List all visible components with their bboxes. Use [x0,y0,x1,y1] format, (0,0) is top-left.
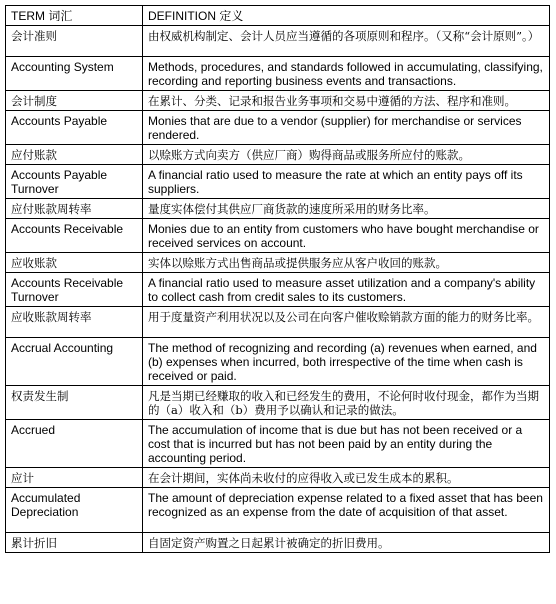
table-row [6,533,550,553]
table-row [6,273,550,307]
term-cell: Accounting System [6,57,143,91]
term-cell: Accounts Receivable Turnover [6,273,143,307]
table-row [6,91,550,111]
term-cell: 应付账款周转率 [6,199,143,219]
term-cell: Accounts Receivable [6,219,143,253]
definition-cell: A financial ratio used to measure asset utilization and a company's ability to collect cash from credit sales to its customers. [143,273,550,307]
glossary-table [5,5,550,553]
term-cell: 应计 [6,468,143,488]
table-row [6,307,550,338]
term-cell: Accumulated Depreciation [6,488,143,533]
definition-cell: Monies due to an entity from customers who have bought merchandise or received services on account. [143,219,550,253]
definition-cell: Monies that are due to a vendor (supplier) for merchandise or services rendered. [143,111,550,145]
definition-cell: 自固定资产购置之日起累计被确定的折旧费用。 [143,533,550,553]
table-row [6,219,550,253]
term-cell: 累计折旧 [6,533,143,553]
table-row [6,253,550,273]
definition-cell: 用于度量资产利用状况以及公司在向客户催收赊销款方面的能力的财务比率。 [143,307,550,338]
table-header-row [6,6,550,26]
definition-cell: The accumulation of income that is due but has not been received or a cost that is incurred but has not been paid by an entity during the accounting period. [143,420,550,468]
term-cell: 应收账款 [6,253,143,273]
definition-cell: The method of recognizing and recording (a) revenues when earned, and (b) expenses when incurred, both irrespective of the time when cash is received or paid. [143,338,550,386]
term-cell: 权责发生制 [6,386,143,420]
term-cell: Accrued [6,420,143,468]
term-cell: 应付账款 [6,145,143,165]
table-row [6,111,550,145]
term-column-header: TERM 词汇 [6,6,143,26]
table-row [6,338,550,386]
definition-cell: 在会计期间，实体尚未收付的应得收入或已发生成本的累积。 [143,468,550,488]
table-row [6,386,550,420]
table-row [6,199,550,219]
definition-cell: 以赊账方式向卖方（供应厂商）购得商品或服务所应付的账款。 [143,145,550,165]
term-cell: 应收账款周转率 [6,307,143,338]
definition-cell: 凡是当期已经赚取的收入和已经发生的费用，不论何时收付现金，都作为当期的（a）收入和（b）费用予以确认和记录的做法。 [143,386,550,420]
table-row [6,165,550,199]
term-cell: Accrual Accounting [6,338,143,386]
term-cell: Accounts Payable [6,111,143,145]
definition-cell: 在累计、分类、记录和报告业务事项和交易中遵循的方法、程序和准则。 [143,91,550,111]
term-cell: 会计准则 [6,26,143,57]
table-row [6,26,550,57]
definition-cell: 由权威机构制定、会计人员应当遵循的各项原则和程序。（又称“会计原则”。） [143,26,550,57]
table-row [6,468,550,488]
definition-column-header: DEFINITION 定义 [143,6,550,26]
table-row [6,145,550,165]
term-cell: 会计制度 [6,91,143,111]
definition-cell: Methods, procedures, and standards followed in accumulating, classifying, recording and reporting business events and transactions. [143,57,550,91]
definition-cell: 实体以赊账方式出售商品或提供服务应从客户收回的账款。 [143,253,550,273]
term-cell: Accounts Payable Turnover [6,165,143,199]
table-row [6,488,550,533]
definition-cell: 量度实体偿付其供应厂商货款的速度所采用的财务比率。 [143,199,550,219]
definition-cell: A financial ratio used to measure the rate at which an entity pays off its suppliers. [143,165,550,199]
table-row [6,57,550,91]
definition-cell: The amount of depreciation expense related to a fixed asset that has been recognized as an expense from the date of acquisition of that asset. [143,488,550,533]
table-row [6,420,550,468]
